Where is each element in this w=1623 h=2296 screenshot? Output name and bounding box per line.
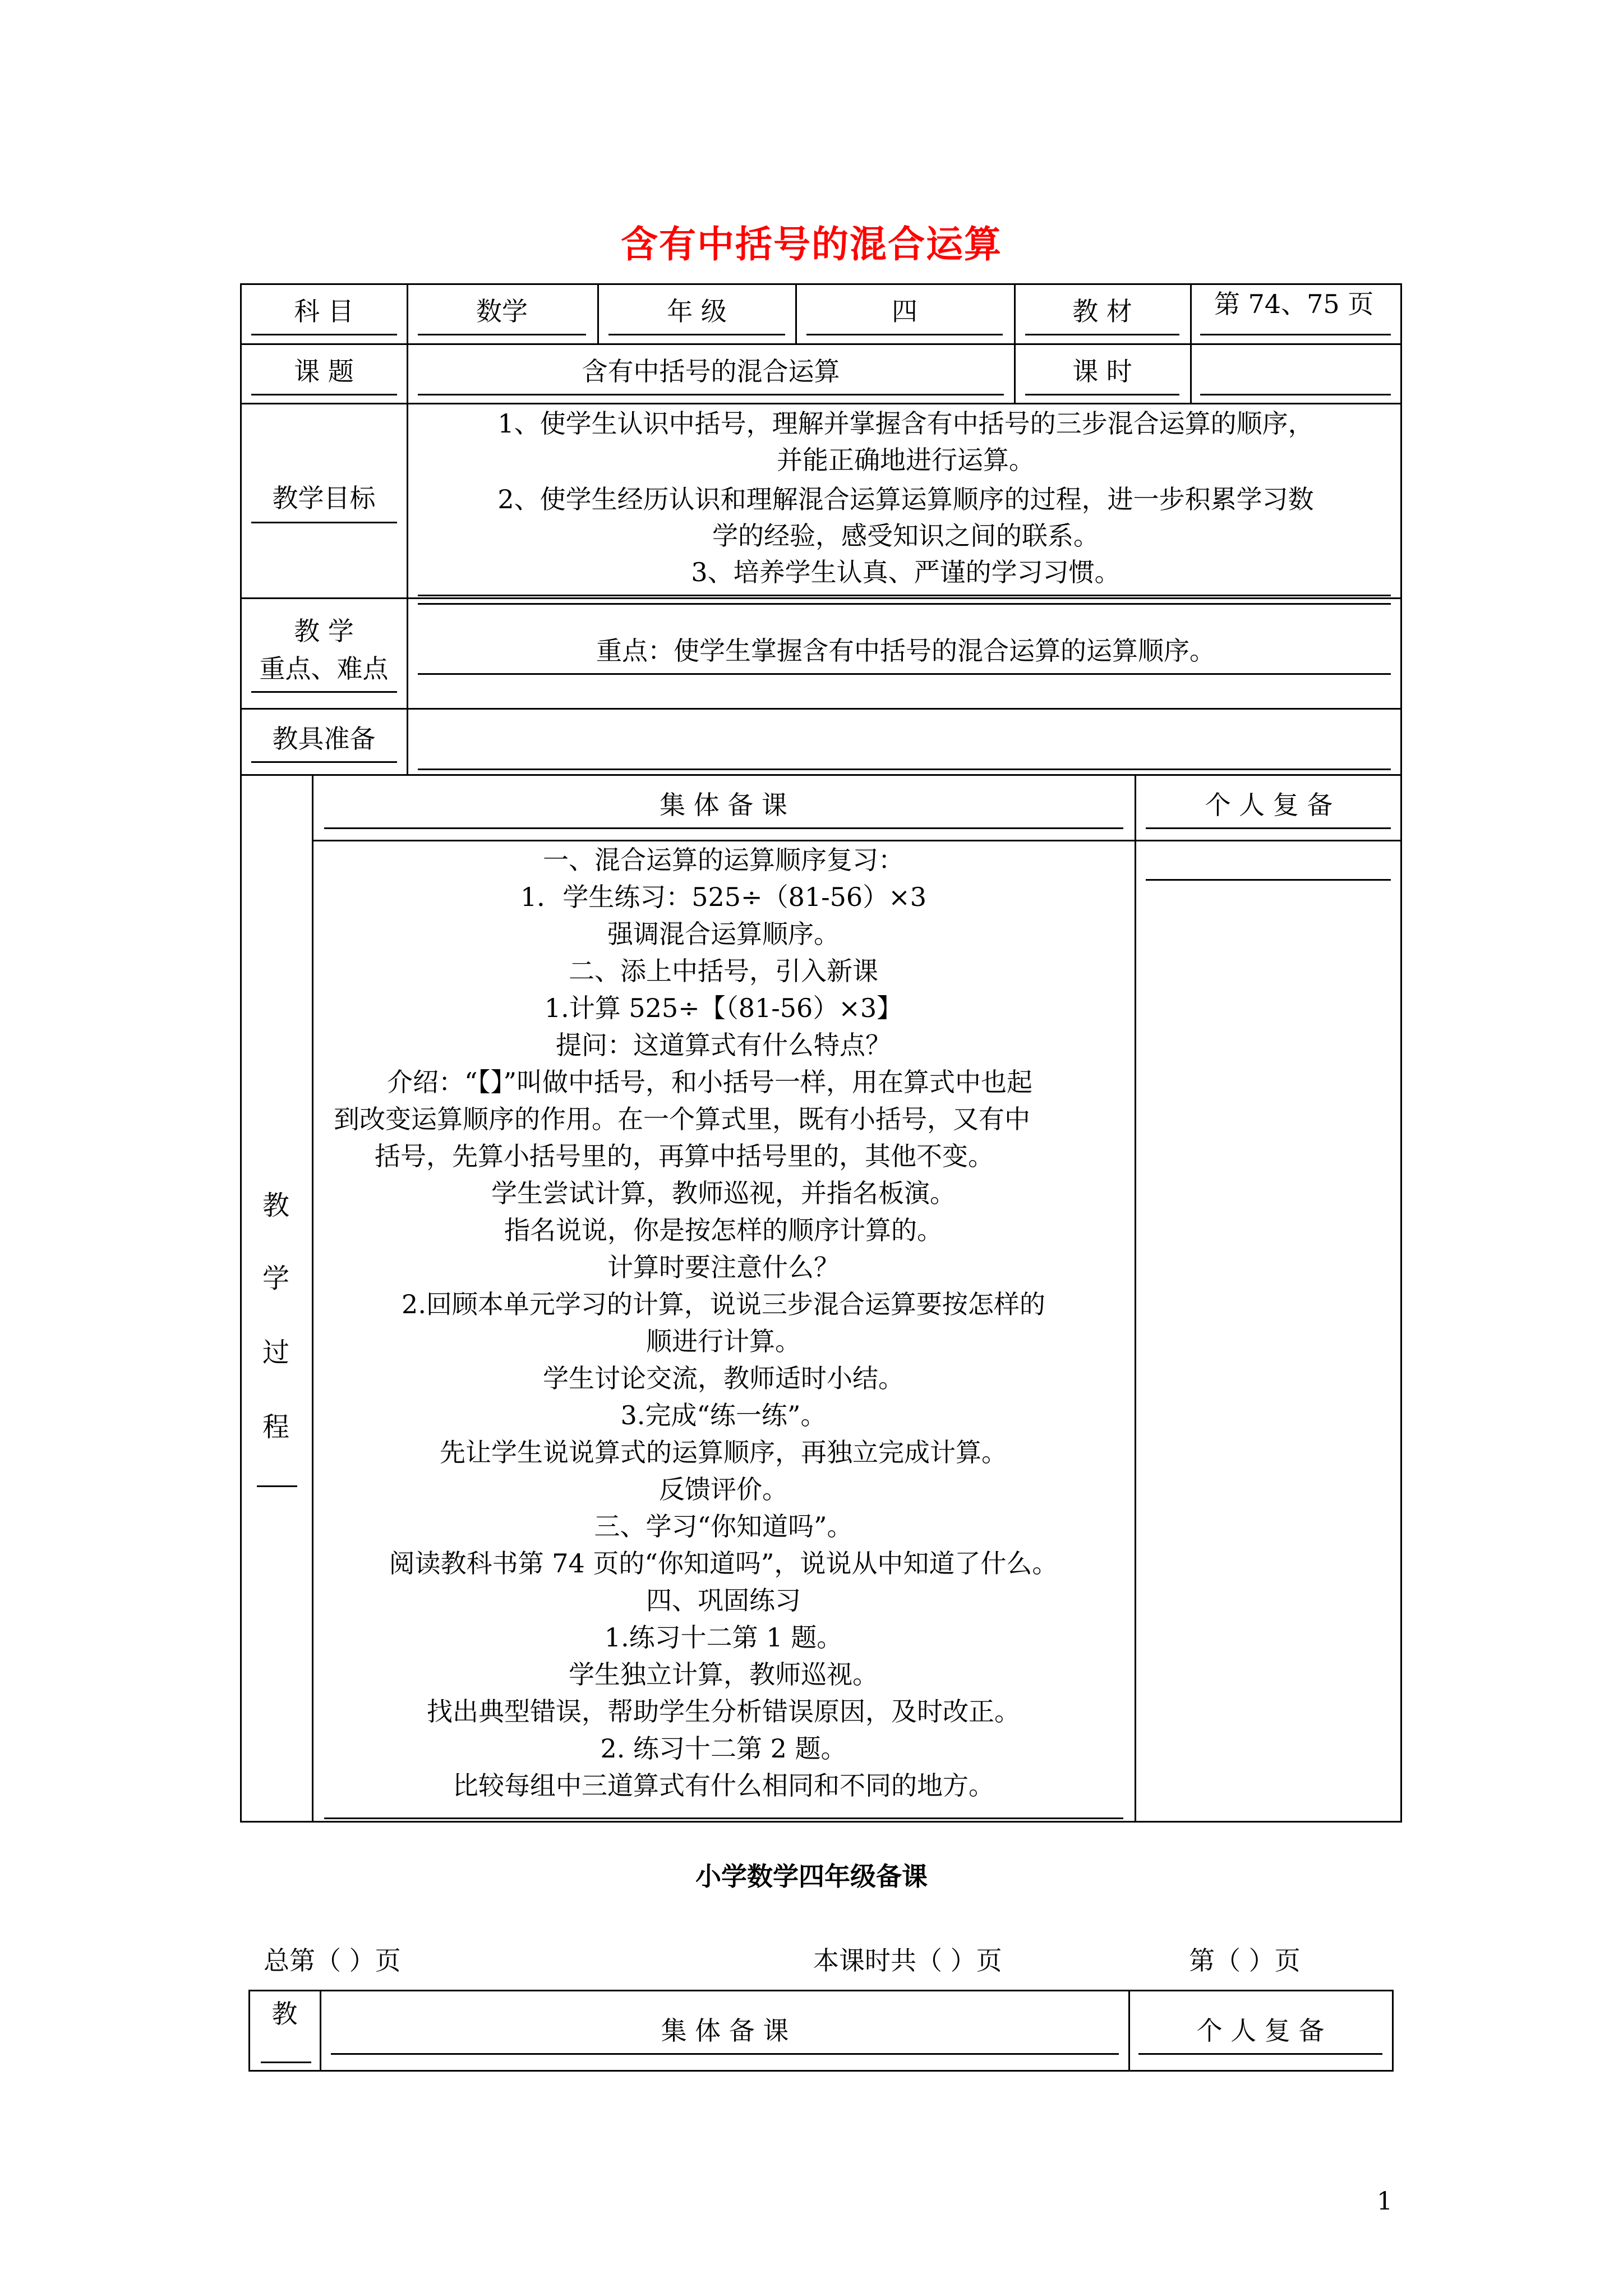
tools-label: 教具准备 xyxy=(272,724,376,754)
process-line: 比较每组中三道算式有什么相同和不同的地方。 xyxy=(453,1770,994,1801)
footer-col-personal: 个 人 复 备 xyxy=(1196,2016,1325,2046)
process-label-3: 过 xyxy=(262,1337,289,1368)
process-line: 一、混合运算的运算顺序复习： xyxy=(543,845,904,875)
subject-value: 数学 xyxy=(476,296,528,326)
footer-col-first: 教 xyxy=(271,1999,298,2029)
process-line: 反馈评价。 xyxy=(659,1474,788,1504)
goals-line-4: 学的经验，感受知识之间的联系。 xyxy=(712,521,1099,551)
process-line: 先让学生说说算式的运算顺序，再独立完成计算。 xyxy=(440,1437,1007,1467)
textbook-value: 第 74、75 页 xyxy=(1214,289,1374,319)
keypoints-text: 重点：使学生掌握含有中括号的混合运算的运算顺序。 xyxy=(596,636,1215,666)
goals-line-3: 2、使学生经历认识和理解混合运算运算顺序的过程，进一步积累学习数 xyxy=(497,484,1314,514)
process-line: 阅读教科书第 74 页的“你知道吗”，说说从中知道了什么。 xyxy=(389,1548,1058,1579)
page-no: 第（ ）页 xyxy=(1189,1945,1301,1976)
footer-heading: 小学数学四年级备课 xyxy=(695,1861,928,1892)
process-line: 学生独立计算，教师巡视。 xyxy=(569,1659,878,1690)
process-line: 2. 练习十二第 2 题。 xyxy=(600,1733,847,1764)
process-line: 到改变运算顺序的作用。在一个算式里，既有小括号，又有中 xyxy=(334,1104,1030,1134)
process-label-1: 教 xyxy=(262,1190,289,1221)
topic-label: 课 题 xyxy=(294,356,354,386)
process-line: 四、巩固练习 xyxy=(646,1585,801,1616)
process-line: 提问：这道算式有什么特点？ xyxy=(556,1030,891,1060)
goals-line-2: 并能正确地进行运算。 xyxy=(777,445,1035,475)
process-line: 1.练习十二第 1 题。 xyxy=(604,1622,843,1653)
grade-value: 四 xyxy=(892,296,917,326)
process-line: 找出典型错误，帮助学生分析错误原因，及时改正。 xyxy=(427,1696,1020,1727)
col-personal-header: 个 人 复 备 xyxy=(1205,790,1333,820)
process-line: 介绍：“【】”叫做中括号，和小括号一样，用在算式中也起 xyxy=(387,1067,1033,1097)
goals-label: 教学目标 xyxy=(272,483,376,513)
keypoints-label-2: 重点、难点 xyxy=(259,654,389,684)
topic-value: 含有中括号的混合运算 xyxy=(582,356,840,386)
process-label-4: 程 xyxy=(262,1411,289,1443)
process-line: 三、学习“你知道吗”。 xyxy=(594,1511,853,1542)
process-line: 3.完成“练一练”。 xyxy=(620,1400,827,1430)
process-line: 计算时要注意什么？ xyxy=(607,1252,840,1282)
page-number: 1 xyxy=(1377,2187,1393,2216)
textbook-label: 教 材 xyxy=(1072,296,1132,326)
process-line: 1．学生练习：525÷（81-56）×3 xyxy=(520,882,927,912)
keypoints-label-1: 教 学 xyxy=(294,616,354,646)
lesson-pages: 本课时共（ ）页 xyxy=(813,1945,1002,1976)
process-line: 强调混合运算顺序。 xyxy=(607,919,840,949)
grade-label: 年 级 xyxy=(667,296,727,326)
process-label-2: 学 xyxy=(262,1263,289,1294)
period-label: 课 时 xyxy=(1072,356,1132,386)
process-line: 学生讨论交流，教师适时小结。 xyxy=(543,1363,904,1393)
process-line: 指名说说，你是按怎样的顺序计算的。 xyxy=(504,1215,943,1245)
process-line: 学生尝试计算，教师巡视，并指名板演。 xyxy=(491,1178,956,1208)
footer-col-group: 集 体 备 课 xyxy=(661,2016,789,2046)
process-line: 括号，先算小括号里的，再算中括号里的，其他不变。 xyxy=(375,1141,994,1171)
process-line: 2.回顾本单元学习的计算，说说三步混合运算要按怎样的 xyxy=(402,1289,1045,1319)
process-line: 顺进行计算。 xyxy=(646,1326,801,1356)
process-line: 1.计算 525÷【（81-56）×3】 xyxy=(544,993,903,1023)
process-line: 二、添上中括号，引入新课 xyxy=(569,956,878,986)
total-page: 总第（ ）页 xyxy=(264,1945,401,1976)
subject-label: 科 目 xyxy=(294,296,354,326)
goals-line-5: 3、培养学生认真、严谨的学习习惯。 xyxy=(691,557,1121,587)
goals-line-1: 1、使学生认识中括号，理解并掌握含有中括号的三步混合运算的顺序， xyxy=(497,408,1314,439)
col-group-header: 集 体 备 课 xyxy=(660,790,787,820)
page-title: 含有中括号的混合运算 xyxy=(621,222,1002,266)
